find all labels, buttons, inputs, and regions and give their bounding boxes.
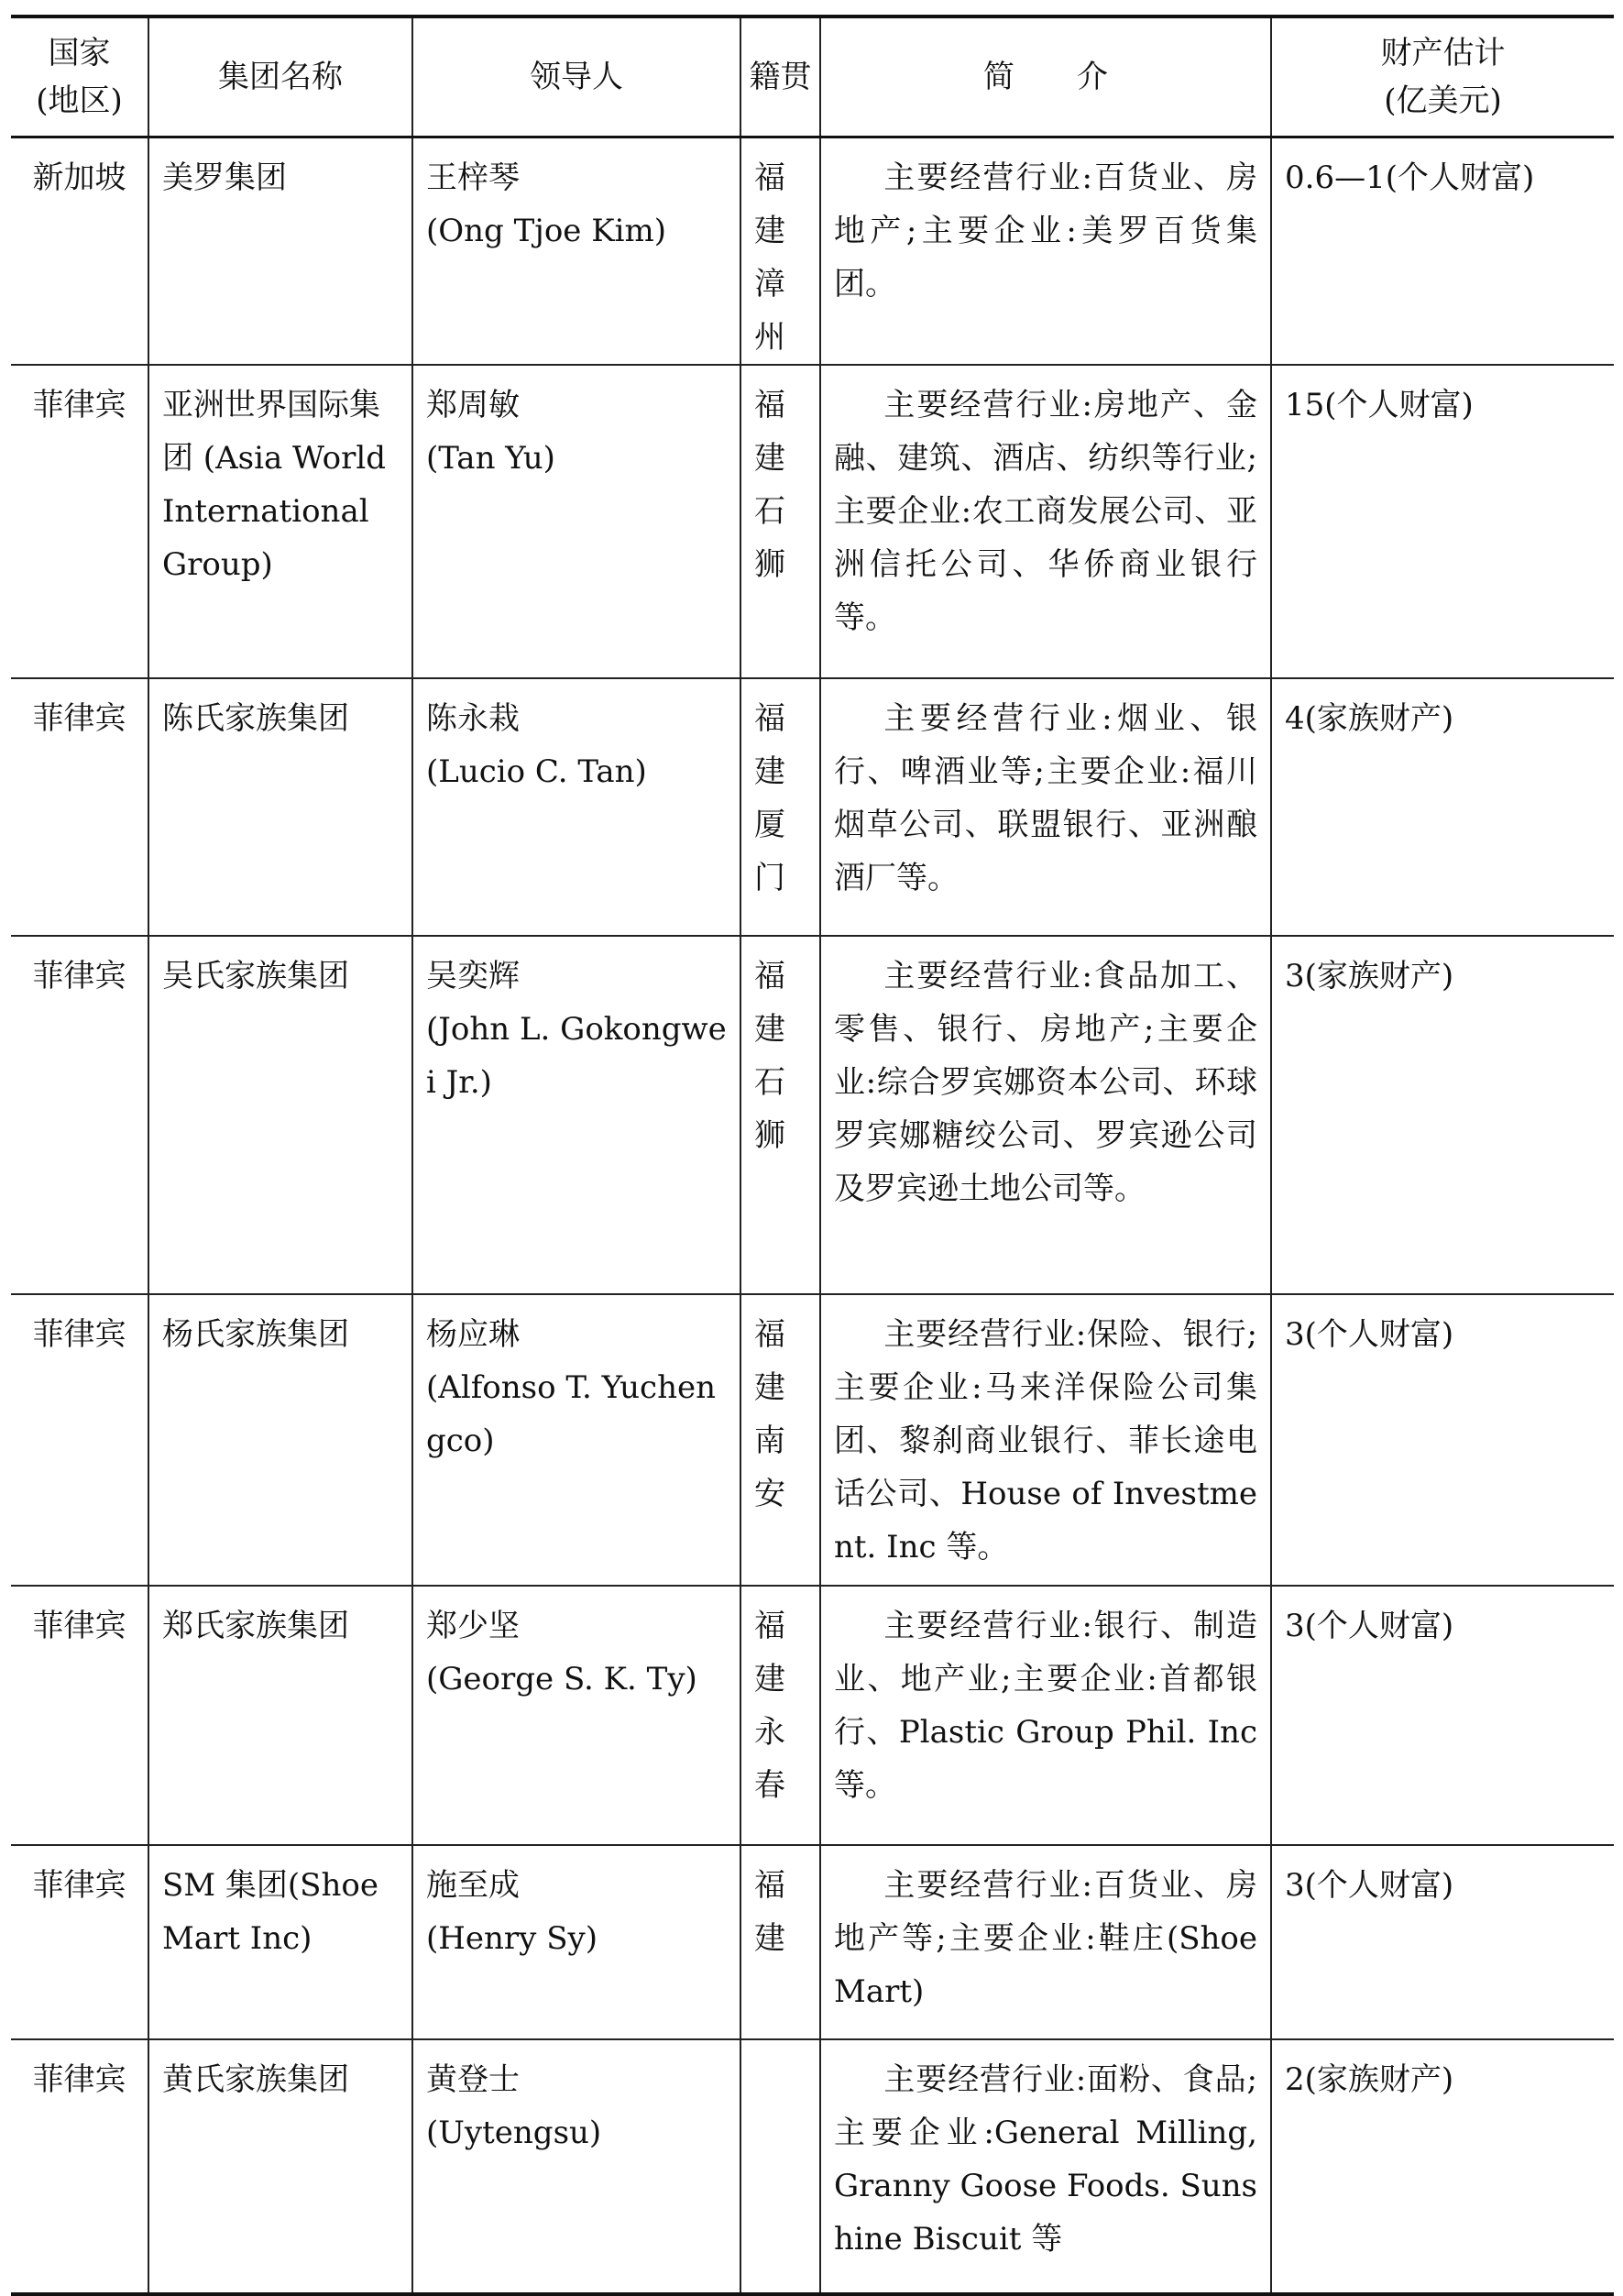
group-cell: 陈氏家族集团 — [148, 678, 412, 936]
leader-name-en: (Henry Sy) — [426, 1919, 598, 1957]
group-cell: 亚洲世界国际集团 (Asia World International Group) — [148, 365, 412, 678]
intro-cell: 主要经营行业:食品加工、零售、银行、房地产;主要企业:综合罗宾娜资本公司、环球罗宾娜糖绞公司、罗宾逊公司及罗宾逊土地公司等。 — [820, 936, 1271, 1294]
leader-name: 施至成 — [426, 1866, 520, 1904]
wealth-cell: 3(个人财富) — [1271, 1586, 1614, 1845]
leader-cell — [412, 936, 740, 1294]
leader-name-en: (Alfonso T. Yuchengco) — [426, 1368, 717, 1459]
country-cell: 菲律宾 — [11, 1294, 148, 1586]
leader-name-en: (Lucio C. Tan) — [426, 753, 647, 790]
intro-cell: 主要经营行业:百货业、房地产等;主要企业:鞋庄(Shoe Mart) — [820, 1845, 1271, 2039]
table-row — [11, 137, 1614, 365]
country-cell: 菲律宾 — [11, 936, 148, 1294]
country-cell: 菲律宾 — [11, 1586, 148, 1845]
leader-name: 郑周敏 — [426, 386, 520, 423]
leader-name-en: (George S. K. Ty) — [426, 1660, 697, 1697]
country-cell: 菲律宾 — [11, 2039, 148, 2294]
leader-cell — [412, 365, 740, 678]
table-row — [11, 2039, 1614, 2294]
table-row — [11, 1294, 1614, 1586]
origin-cell: 福建 永春 — [740, 1586, 820, 1845]
group-cell: 美罗集团 — [148, 137, 412, 365]
table-row — [11, 365, 1614, 678]
header-group: 集团名称 — [148, 16, 412, 137]
origin-cell: 福建 石狮 — [740, 936, 820, 1294]
leader-name-en: (Ong Tjoe Kim) — [426, 212, 667, 249]
leader-cell — [412, 1294, 740, 1586]
origin-cell — [740, 2039, 820, 2294]
header-row — [11, 16, 1614, 137]
country-cell: 菲律宾 — [11, 365, 148, 678]
country-cell: 菲律宾 — [11, 678, 148, 936]
table-row — [11, 1845, 1614, 2039]
leader-name-en: (Uytengsu) — [426, 2114, 602, 2151]
conglomerate-table — [11, 15, 1614, 2296]
wealth-cell: 0.6—1(个人财富) — [1271, 137, 1614, 365]
header-wealth: 财产估计 (亿美元) — [1271, 16, 1614, 137]
header-country: 国家 (地区) — [11, 16, 148, 137]
leader-cell — [412, 1845, 740, 2039]
origin-cell: 福建 厦门 — [740, 678, 820, 936]
leader-name: 郑少坚 — [426, 1607, 520, 1644]
wealth-cell: 3(家族财产) — [1271, 936, 1614, 1294]
leader-name: 吴奕辉 — [426, 957, 520, 994]
header-origin: 籍贯 — [740, 16, 820, 137]
origin-cell: 福建 南安 — [740, 1294, 820, 1586]
table-row — [11, 1586, 1614, 1845]
leader-name-en: (Tan Yu) — [426, 439, 555, 477]
wealth-cell: 2(家族财产) — [1271, 2039, 1614, 2294]
intro-cell: 主要经营行业:烟业、银行、啤酒业等;主要企业:福川烟草公司、联盟银行、亚洲酿酒厂等。 — [820, 678, 1271, 936]
group-cell: SM 集团(Shoe Mart Inc) — [148, 1845, 412, 2039]
group-cell: 黄氏家族集团 — [148, 2039, 412, 2294]
leader-name: 杨应琳 — [426, 1315, 520, 1353]
origin-cell: 福建 石狮 — [740, 365, 820, 678]
header-intro: 简 介 — [820, 16, 1271, 137]
table-row — [11, 936, 1614, 1294]
wealth-cell: 3(个人财富) — [1271, 1845, 1614, 2039]
leader-name: 黄登士 — [426, 2060, 520, 2098]
leader-cell — [412, 137, 740, 365]
leader-cell — [412, 2039, 740, 2294]
intro-cell: 主要经营行业:面粉、食品;主要企业:General Milling, Granny Goose Foods. Sunshine Biscuit 等 — [820, 2039, 1271, 2294]
intro-cell: 主要经营行业:银行、制造业、地产业;主要企业:首都银行、Plastic Group Phil. Inc 等。 — [820, 1586, 1271, 1845]
group-cell: 吴氏家族集团 — [148, 936, 412, 1294]
country-cell: 新加坡 — [11, 137, 148, 365]
wealth-cell: 4(家族财产) — [1271, 678, 1614, 936]
group-cell: 郑氏家族集团 — [148, 1586, 412, 1845]
table-row — [11, 678, 1614, 936]
wealth-cell: 3(个人财富) — [1271, 1294, 1614, 1586]
group-cell: 杨氏家族集团 — [148, 1294, 412, 1586]
leader-cell — [412, 678, 740, 936]
wealth-cell: 15(个人财富) — [1271, 365, 1614, 678]
origin-cell: 福建 — [740, 1845, 820, 2039]
intro-cell: 主要经营行业:保险、银行;主要企业:马来洋保险公司集团、黎刹商业银行、菲长途电话公司、House of Investment. Inc 等。 — [820, 1294, 1271, 1586]
leader-name: 王梓琴 — [426, 159, 520, 196]
intro-cell: 主要经营行业:百货业、房地产;主要企业:美罗百货集团。 — [820, 137, 1271, 365]
intro-cell: 主要经营行业:房地产、金融、建筑、酒店、纺织等行业;主要企业:农工商发展公司、亚洲信托公司、华侨商业银行等。 — [820, 365, 1271, 678]
leader-name: 陈永栽 — [426, 699, 520, 737]
leader-name-en: (John L. Gokongwei Jr.) — [426, 1010, 727, 1101]
header-leader: 领导人 — [412, 16, 740, 137]
origin-cell: 福建 漳州 — [740, 137, 820, 365]
country-cell: 菲律宾 — [11, 1845, 148, 2039]
leader-cell — [412, 1586, 740, 1845]
